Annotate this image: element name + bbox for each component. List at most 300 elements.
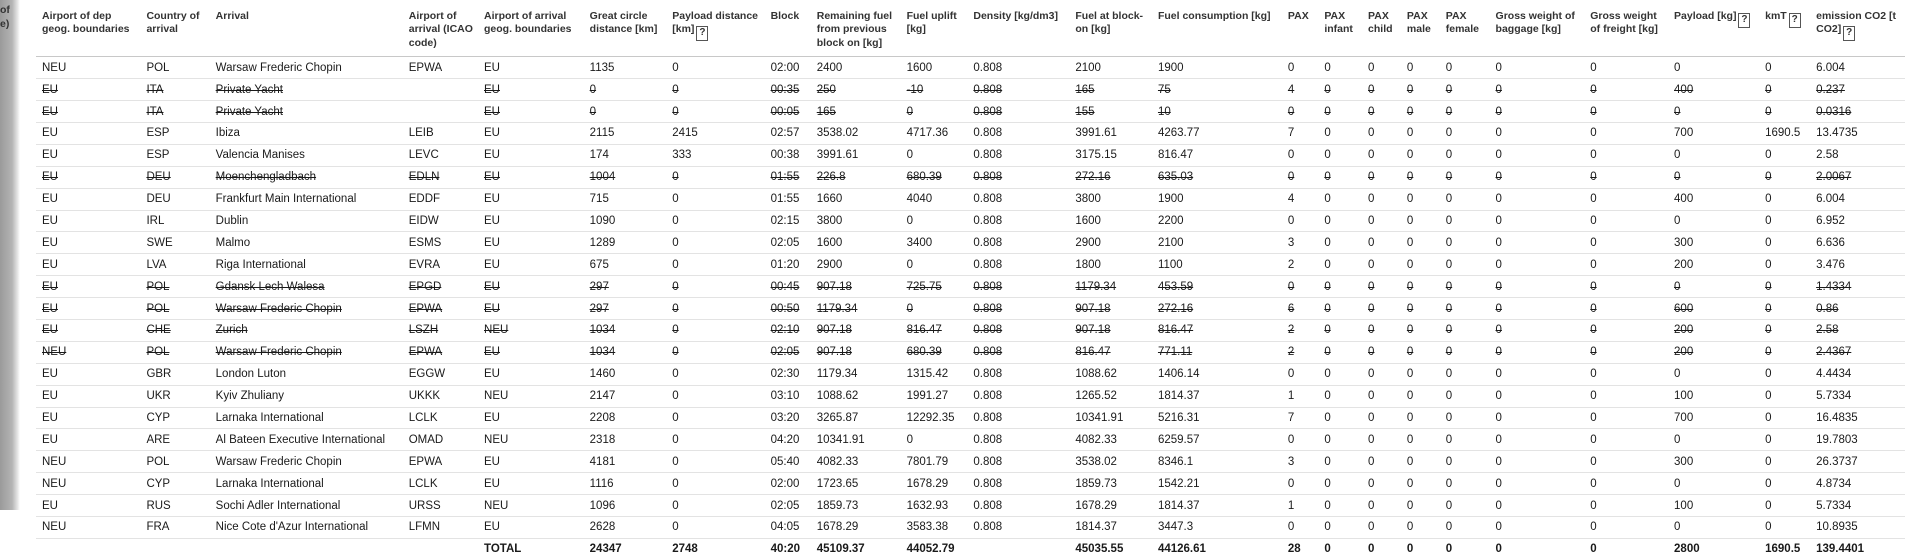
cell-baggage-weight: 0 [1490, 188, 1585, 210]
cell-remaining-fuel: 1678.29 [811, 517, 901, 539]
cell-payload: 0 [1668, 363, 1759, 385]
cell-block: 00:50 [765, 298, 811, 320]
cell-great-circle-distance: 1460 [584, 363, 667, 385]
cell-arrival-geog: EU [478, 407, 584, 429]
cell-payload: 0 [1668, 473, 1759, 495]
cell-pax-infant: 0 [1318, 341, 1362, 363]
cell-great-circle-distance: 715 [584, 188, 667, 210]
total-cell-fuel-at-block-on: 45035.55 [1075, 543, 1124, 556]
cell-kmt: 0 [1759, 320, 1810, 342]
cell-emission-co2: 2.4367 [1810, 341, 1905, 363]
cell-fuel-uplift: 4717.36 [901, 122, 968, 144]
cell-block: 04:20 [765, 429, 811, 451]
cell-fuel-uplift: 4040 [901, 188, 968, 210]
cell-freight-weight: 0 [1584, 298, 1668, 320]
cell-density: 0.808 [967, 429, 1069, 451]
cell-pax-child: 0 [1362, 495, 1401, 517]
cell-pax: 2 [1282, 254, 1318, 276]
cell-country-of-arrival: GBR [140, 363, 209, 385]
cell-fuel-at-block-on: 816.47 [1069, 341, 1152, 363]
cell-emission-co2: 6.004 [1810, 188, 1905, 210]
cell-payload-distance: 0 [666, 101, 764, 123]
cell-density: 0.808 [967, 385, 1069, 407]
cell-payload-distance: 0 [666, 407, 764, 429]
cell-icao-code: UKKK [403, 385, 478, 407]
cell-arrival-geog: EU [478, 144, 584, 166]
cell-pax-male: 0 [1401, 407, 1440, 429]
total-cell-pax-female: 0 [1445, 543, 1453, 556]
cell-block: 01:55 [765, 188, 811, 210]
cell-block: 00:38 [765, 144, 811, 166]
cell-country-of-arrival: UKR [140, 385, 209, 407]
cell-great-circle-distance: 2628 [584, 517, 667, 539]
cell-fuel-at-block-on: 907.18 [1069, 320, 1152, 342]
cell-pax-male: 0 [1401, 79, 1440, 101]
cell-pax-infant: 0 [1318, 122, 1362, 144]
help-icon[interactable]: ? [1843, 26, 1855, 41]
cell-freight-weight: 0 [1584, 276, 1668, 298]
cell-payload: 0 [1668, 517, 1759, 539]
cell-arrival-geog: NEU [478, 320, 584, 342]
cell-block: 01:55 [765, 166, 811, 188]
cell-density: 0.808 [967, 517, 1069, 539]
cell-freight-weight: 0 [1584, 320, 1668, 342]
cell-pax-child: 0 [1362, 232, 1401, 254]
cell-arrival-geog: NEU [478, 495, 584, 517]
cell-country-of-arrival: POL [140, 57, 209, 79]
table-row[interactable] [36, 57, 1905, 79]
cell-baggage-weight: 0 [1490, 320, 1585, 342]
cell-density: 0.808 [967, 451, 1069, 473]
cell-country-of-arrival: POL [140, 276, 209, 298]
cell-emission-co2: 0.86 [1810, 298, 1905, 320]
cell-remaining-fuel: 3265.87 [811, 407, 901, 429]
cell-fuel-consumption: 6259.57 [1152, 429, 1282, 451]
cell-pax-female: 0 [1440, 276, 1490, 298]
table-row[interactable] [36, 341, 1905, 363]
cell-dep-geog: EU [36, 144, 140, 166]
cell-arrival-geog: EU [478, 79, 584, 101]
cell-kmt: 0 [1759, 298, 1810, 320]
cell-remaining-fuel: 2400 [811, 57, 901, 79]
cell-arrival-geog: NEU [478, 385, 584, 407]
cell-density: 0.808 [967, 276, 1069, 298]
cell-payload: 200 [1668, 254, 1759, 276]
cell-emission-co2: 10.8935 [1810, 517, 1905, 539]
col-header-payload [1668, 0, 1759, 57]
cell-icao-code: EPGD [403, 276, 478, 298]
table-row[interactable] [36, 276, 1905, 298]
cell-dep-geog: EU [36, 188, 140, 210]
table-row[interactable] [36, 101, 1905, 123]
cell-density: 0.808 [967, 254, 1069, 276]
cell-great-circle-distance: 297 [584, 276, 667, 298]
cell-pax-male: 0 [1401, 495, 1440, 517]
cell-baggage-weight: 0 [1490, 451, 1585, 473]
cell-great-circle-distance: 1090 [584, 210, 667, 232]
cell-payload-distance: 2415 [666, 122, 764, 144]
total-row [36, 538, 1905, 559]
cell-kmt: 0 [1759, 101, 1810, 123]
cell-dep-geog: EU [36, 320, 140, 342]
cell-block: 02:05 [765, 495, 811, 517]
col-header-label: Great circle distance [km] [589, 10, 658, 36]
cell-pax: 4 [1282, 79, 1318, 101]
table-row[interactable] [36, 429, 1905, 451]
cell-country-of-arrival: RUS [140, 495, 209, 517]
cell-great-circle-distance: 1135 [584, 57, 667, 79]
cell-icao-code: LFMN [403, 517, 478, 539]
cell-dep-geog: EU [36, 407, 140, 429]
cell-fuel-at-block-on: 1859.73 [1069, 473, 1152, 495]
cell-remaining-fuel: 907.18 [811, 341, 901, 363]
col-header-pax-infant [1318, 0, 1362, 57]
cell-baggage-weight: 0 [1490, 254, 1585, 276]
cell-pax-infant: 0 [1318, 320, 1362, 342]
cell-pax-male: 0 [1401, 451, 1440, 473]
cell-baggage-weight: 0 [1490, 232, 1585, 254]
table-row[interactable] [36, 188, 1905, 210]
cell-freight-weight: 0 [1584, 144, 1668, 166]
cell-fuel-uplift: 0 [901, 101, 968, 123]
cell-dep-geog: EU [36, 122, 140, 144]
cell-pax-female: 0 [1440, 254, 1490, 276]
cell-pax-child: 0 [1362, 276, 1401, 298]
cell-pax: 1 [1282, 385, 1318, 407]
cell-pax-infant: 0 [1318, 517, 1362, 539]
cell-fuel-uplift: 1315.42 [901, 363, 968, 385]
table-row[interactable] [36, 232, 1905, 254]
cell-pax: 0 [1282, 57, 1318, 79]
cell-icao-code: URSS [403, 495, 478, 517]
total-cell-freight-weight: 0 [1590, 543, 1597, 556]
cell-country-of-arrival: ARE [140, 429, 209, 451]
cell-payload-distance: 0 [666, 276, 764, 298]
table-row[interactable] [36, 495, 1905, 517]
cell-freight-weight: 0 [1584, 407, 1668, 429]
table-row[interactable] [36, 210, 1905, 232]
cell-arrival-geog: EU [478, 210, 584, 232]
cell-kmt: 0 [1759, 188, 1810, 210]
col-header-label: Payload distance [km] [672, 10, 759, 36]
cell-pax-male: 0 [1401, 385, 1440, 407]
table-row[interactable] [36, 144, 1905, 166]
cell-pax-infant: 0 [1318, 79, 1362, 101]
cell-emission-co2: 2.58 [1810, 144, 1905, 166]
cell-block: 00:45 [765, 276, 811, 298]
cell-fuel-consumption: 1900 [1152, 57, 1282, 79]
cell-remaining-fuel: 907.18 [811, 320, 901, 342]
cell-pax-male: 0 [1401, 101, 1440, 123]
cell-icao-code: OMAD [403, 429, 478, 451]
cell-block: 02:05 [765, 232, 811, 254]
cell-pax-female: 0 [1440, 407, 1490, 429]
total-cell-great-circle-distance: 24347 [589, 543, 622, 556]
table-row[interactable] [36, 473, 1905, 495]
cell-pax-female: 0 [1440, 385, 1490, 407]
cell-pax: 2 [1282, 320, 1318, 342]
col-header-label: Density [kg/dm3] [973, 10, 1058, 22]
cell-arrival-geog: EU [478, 101, 584, 123]
col-header-label: Arrival [215, 10, 249, 22]
cell-block: 02:30 [765, 363, 811, 385]
cell-baggage-weight: 0 [1490, 407, 1585, 429]
cell-density: 0.808 [967, 144, 1069, 166]
col-header-pax [1282, 0, 1318, 57]
cell-kmt: 1690.5 [1759, 122, 1810, 144]
cell-pax-child: 0 [1362, 57, 1401, 79]
cell-emission-co2: 3.476 [1810, 254, 1905, 276]
cell-fuel-consumption: 453.59 [1152, 276, 1282, 298]
cell-fuel-at-block-on: 907.18 [1069, 298, 1152, 320]
cell-remaining-fuel: 1600 [811, 232, 901, 254]
col-header-label: Gross weight of baggage [kg] [1495, 10, 1575, 36]
cell-density: 0.808 [967, 407, 1069, 429]
cell-pax-female: 0 [1440, 144, 1490, 166]
cell-fuel-consumption: 2100 [1152, 232, 1282, 254]
table-row[interactable] [36, 363, 1905, 385]
cell-country-of-arrival: ESP [140, 122, 209, 144]
cell-pax-child: 0 [1362, 298, 1401, 320]
table-row[interactable] [36, 79, 1905, 101]
cell-icao-code: EDLN [403, 166, 478, 188]
cell-payload-distance: 0 [666, 341, 764, 363]
cell-fuel-uplift: 1600 [901, 57, 968, 79]
col-header-label: PAX female [1445, 10, 1480, 36]
cell-baggage-weight: 0 [1490, 363, 1585, 385]
cell-baggage-weight: 0 [1490, 210, 1585, 232]
table-row[interactable] [36, 166, 1905, 188]
cell-emission-co2: 2.0067 [1810, 166, 1905, 188]
cell-payload-distance: 0 [666, 429, 764, 451]
total-cell-icao-code [403, 538, 478, 559]
col-header-label: PAX child [1368, 10, 1393, 36]
cell-freight-weight: 0 [1584, 57, 1668, 79]
cell-emission-co2: 5.7334 [1810, 495, 1905, 517]
cell-baggage-weight: 0 [1490, 473, 1585, 495]
cell-pax: 6 [1282, 298, 1318, 320]
cell-kmt: 0 [1759, 57, 1810, 79]
cell-icao-code: EIDW [403, 210, 478, 232]
col-header-fuel-consumption [1152, 0, 1282, 57]
table-row[interactable] [36, 517, 1905, 539]
cell-arrival: Warsaw Frederic Chopin [210, 341, 403, 363]
cell-pax-child: 0 [1362, 407, 1401, 429]
cell-fuel-consumption: 3447.3 [1152, 517, 1282, 539]
cell-arrival: Ibiza [210, 122, 403, 144]
col-header-label: Fuel uplift [kg] [906, 10, 957, 36]
cell-pax: 7 [1282, 407, 1318, 429]
cell-arrival-geog: EU [478, 451, 584, 473]
cell-fuel-at-block-on: 1265.52 [1069, 385, 1152, 407]
cell-pax-female: 0 [1440, 495, 1490, 517]
cell-fuel-at-block-on: 3175.15 [1069, 144, 1152, 166]
col-header-label: Gross weight of freight [kg] [1590, 10, 1658, 36]
cell-payload-distance: 0 [666, 385, 764, 407]
cell-remaining-fuel: 3800 [811, 210, 901, 232]
cell-freight-weight: 0 [1584, 210, 1668, 232]
cell-kmt: 0 [1759, 254, 1810, 276]
cell-kmt: 0 [1759, 276, 1810, 298]
cell-great-circle-distance: 4181 [584, 451, 667, 473]
help-icon[interactable]: ? [1738, 13, 1750, 28]
cell-payload-distance: 0 [666, 210, 764, 232]
cell-great-circle-distance: 2147 [584, 385, 667, 407]
cell-country-of-arrival: CYP [140, 473, 209, 495]
cell-arrival-geog: NEU [478, 429, 584, 451]
help-icon[interactable]: ? [1789, 13, 1801, 28]
cell-fuel-uplift: 680.39 [901, 166, 968, 188]
cell-arrival-geog: EU [478, 232, 584, 254]
cell-emission-co2: 2.58 [1810, 320, 1905, 342]
cell-arrival: Warsaw Frederic Chopin [210, 57, 403, 79]
cell-remaining-fuel: 165 [811, 101, 901, 123]
cell-dep-geog: EU [36, 276, 140, 298]
col-header-label: Block [770, 10, 800, 22]
cell-payload: 700 [1668, 407, 1759, 429]
cell-dep-geog: EU [36, 254, 140, 276]
cell-arrival: Dublin [210, 210, 403, 232]
cell-pax-male: 0 [1401, 429, 1440, 451]
cell-payload: 0 [1668, 101, 1759, 123]
cell-country-of-arrival: FRA [140, 517, 209, 539]
cell-pax-male: 0 [1401, 254, 1440, 276]
help-icon[interactable]: ? [696, 26, 708, 41]
cell-density: 0.808 [967, 101, 1069, 123]
cell-icao-code: EDDF [403, 188, 478, 210]
cell-icao-code: LSZH [403, 320, 478, 342]
flight-legs-table [36, 0, 1905, 560]
table-row[interactable] [36, 122, 1905, 144]
col-header-pax-male [1401, 0, 1440, 57]
cell-pax: 0 [1282, 517, 1318, 539]
table-row[interactable] [36, 298, 1905, 320]
table-row[interactable] [36, 385, 1905, 407]
cell-pax-male: 0 [1401, 57, 1440, 79]
cell-arrival-geog: EU [478, 473, 584, 495]
cell-dep-geog: EU [36, 495, 140, 517]
col-header-label: emission CO2 [t CO2] [1816, 10, 1897, 36]
cell-dep-geog: NEU [36, 451, 140, 473]
cell-great-circle-distance: 297 [584, 298, 667, 320]
cell-arrival: Warsaw Frederic Chopin [210, 298, 403, 320]
total-cell-dep-geog [36, 538, 140, 559]
table-row[interactable] [36, 451, 1905, 473]
col-header-payload-distance [666, 0, 764, 57]
cell-pax-infant: 0 [1318, 495, 1362, 517]
col-header-label: Airport of arrival geog. boundaries [484, 10, 572, 36]
cell-pax-female: 0 [1440, 473, 1490, 495]
cell-country-of-arrival: DEU [140, 166, 209, 188]
col-header-label: Fuel at block-on [kg] [1075, 10, 1144, 36]
cell-payload: 600 [1668, 298, 1759, 320]
cell-great-circle-distance: 1034 [584, 320, 667, 342]
cell-pax-male: 0 [1401, 363, 1440, 385]
cell-payload-distance: 0 [666, 320, 764, 342]
cell-density: 0.808 [967, 473, 1069, 495]
cell-fuel-consumption: 1814.37 [1152, 385, 1282, 407]
cell-remaining-fuel: 1723.65 [811, 473, 901, 495]
cell-pax-child: 0 [1362, 363, 1401, 385]
cell-fuel-uplift: 725.75 [901, 276, 968, 298]
cell-fuel-at-block-on: 1088.62 [1069, 363, 1152, 385]
cell-remaining-fuel: 1088.62 [811, 385, 901, 407]
cell-arrival: Malmo [210, 232, 403, 254]
cell-emission-co2: 6.636 [1810, 232, 1905, 254]
cell-fuel-consumption: 771.11 [1152, 341, 1282, 363]
cell-emission-co2: 4.4434 [1810, 363, 1905, 385]
cell-pax-child: 0 [1362, 320, 1401, 342]
cell-freight-weight: 0 [1584, 517, 1668, 539]
cell-pax-female: 0 [1440, 122, 1490, 144]
cell-fuel-consumption: 1406.14 [1152, 363, 1282, 385]
cell-arrival: Warsaw Frederic Chopin [210, 451, 403, 473]
cell-block: 04:05 [765, 517, 811, 539]
cell-kmt: 0 [1759, 363, 1810, 385]
cell-density: 0.808 [967, 341, 1069, 363]
cell-remaining-fuel: 1179.34 [811, 363, 901, 385]
cell-emission-co2: 26.3737 [1810, 451, 1905, 473]
cell-pax: 0 [1282, 101, 1318, 123]
total-cell-kmt: 1690.5 [1765, 543, 1801, 556]
total-cell-payload-distance: 2748 [672, 543, 698, 556]
cell-pax-infant: 0 [1318, 254, 1362, 276]
cell-fuel-consumption: 4263.77 [1152, 122, 1282, 144]
cell-baggage-weight: 0 [1490, 144, 1585, 166]
table-row[interactable] [36, 254, 1905, 276]
cell-pax-child: 0 [1362, 254, 1401, 276]
cell-arrival: Larnaka International [210, 473, 403, 495]
cell-remaining-fuel: 250 [811, 79, 901, 101]
col-header-label: Airport of dep geog. boundaries [42, 10, 130, 36]
cell-fuel-at-block-on: 165 [1069, 79, 1152, 101]
total-cell-country-of-arrival [140, 538, 209, 559]
cell-pax: 0 [1282, 210, 1318, 232]
cell-payload-distance: 333 [666, 144, 764, 166]
col-header-label: Remaining fuel from previous block on [kg] [816, 10, 892, 49]
col-header-label: Airport of arrival (ICAO code) [408, 10, 473, 49]
cell-fuel-consumption: 635.03 [1152, 166, 1282, 188]
cell-icao-code: ESMS [403, 232, 478, 254]
col-header-baggage-weight [1490, 0, 1585, 57]
col-header-label: Country of arrival [146, 10, 200, 36]
cell-fuel-consumption: 2200 [1152, 210, 1282, 232]
cell-pax-male: 0 [1401, 320, 1440, 342]
cell-arrival: Sochi Adler International [210, 495, 403, 517]
cell-payload-distance: 0 [666, 517, 764, 539]
table-row[interactable] [36, 407, 1905, 429]
cell-emission-co2: 6.004 [1810, 57, 1905, 79]
cell-dep-geog: NEU [36, 473, 140, 495]
cell-arrival: Larnaka International [210, 407, 403, 429]
cell-density: 0.808 [967, 320, 1069, 342]
cell-block: 01:20 [765, 254, 811, 276]
cell-pax-child: 0 [1362, 517, 1401, 539]
cell-block: 03:10 [765, 385, 811, 407]
table-row[interactable] [36, 320, 1905, 342]
cell-remaining-fuel: 226.8 [811, 166, 901, 188]
cell-freight-weight: 0 [1584, 429, 1668, 451]
cell-payload: 400 [1668, 79, 1759, 101]
col-header-kmt [1759, 0, 1810, 57]
cell-payload: 100 [1668, 495, 1759, 517]
cell-country-of-arrival: ITA [140, 101, 209, 123]
cell-dep-geog: EU [36, 79, 140, 101]
total-cell-emission-co2: 139.4401 [1816, 543, 1865, 556]
cell-pax: 0 [1282, 429, 1318, 451]
cell-fuel-consumption: 75 [1152, 79, 1282, 101]
col-header-pax-child [1362, 0, 1401, 57]
